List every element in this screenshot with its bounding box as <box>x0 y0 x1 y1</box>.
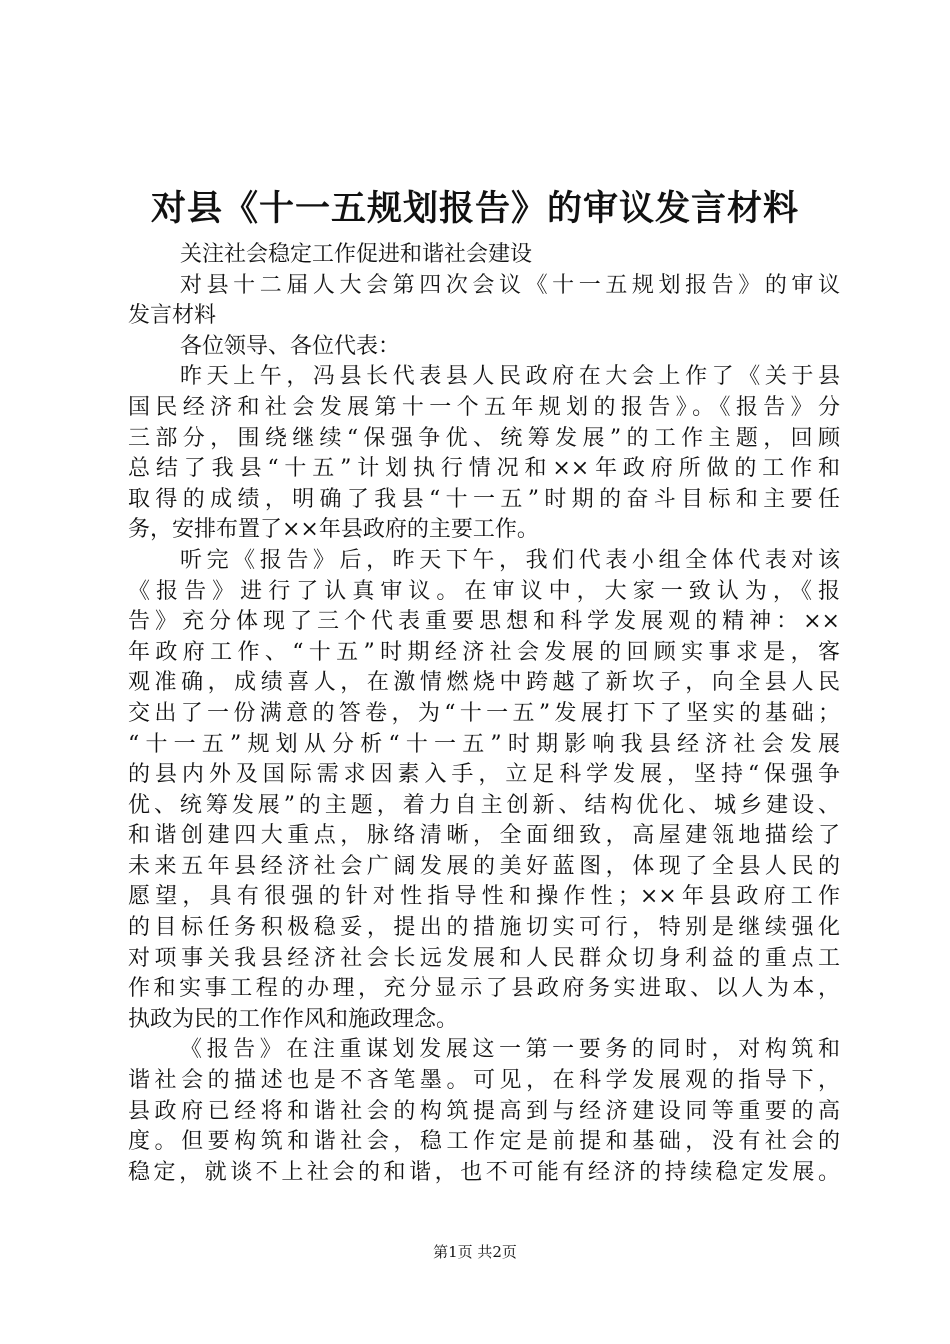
text-line: “十一五”规划从分析“十一五”时期影响我县经济社会发展 <box>128 731 840 757</box>
document-title: 对县《十一五规划报告》的审议发言材料 <box>150 188 799 229</box>
text-line: 愿望，具有很强的针对性指导性和操作性；××年县政府工作 <box>128 884 840 910</box>
text-line: 的目标任务积极稳妥，提出的措施切实可行，特别是继续强化 <box>128 915 840 941</box>
text-line: 《报告》在注重谋划发展这一第一要务的同时，对构筑和 <box>180 1037 840 1063</box>
text-line: 县政府已经将和谐社会的构筑提高到与经济建设同等重要的高 <box>128 1098 840 1124</box>
text-line: 昨天上午，冯县长代表县人民政府在大会上作了《关于县 <box>180 364 840 390</box>
text-line: 对项事关我县经济社会长远发展和人民群众切身利益的重点工 <box>128 945 840 971</box>
text-line: 《报告》进行了认真审议。在审议中，大家一致认为，《报 <box>128 578 840 604</box>
text-line: 优、统筹发展”的主题，着力自主创新、结构优化、城乡建设、 <box>128 792 840 818</box>
text-line: 作和实事工程的办理，充分显示了县政府务实进取、以人为本， <box>128 976 840 1002</box>
text-line: 谐社会的描述也是不吝笔墨。可见，在科学发展观的指导下， <box>128 1068 840 1094</box>
salutation-line: 各位领导、各位代表： <box>180 333 401 359</box>
text-line: 未来五年县经济社会广阔发展的美好蓝图，体现了全县人民的 <box>128 853 840 879</box>
text-line: 的县内外及国际需求因素入手，立足科学发展，坚持“保强争 <box>128 762 840 788</box>
text-line: 务，安排布置了××年县政府的主要工作。 <box>128 517 539 543</box>
text-line: 执政为民的工作作风和施政理念。 <box>128 1006 459 1032</box>
text-line: 对县十二届人大会第四次会议《十一五规划报告》的审议 <box>180 272 840 298</box>
text-line: 观准确，成绩喜人，在激情燃烧中跨越了新坎子，向全县人民 <box>128 670 840 696</box>
text-line: 和谐创建四大重点，脉络清晰，全面细致，高屋建瓴地描绘了 <box>128 823 840 849</box>
text-line: 三部分，围绕继续“保强争优、统筹发展”的工作主题，回顾 <box>128 425 840 451</box>
text-line: 取得的成绩，明确了我县“十一五”时期的奋斗目标和主要任 <box>128 486 840 512</box>
subtitle-line: 关注社会稳定工作促进和谐社会建设 <box>180 242 533 267</box>
text-line: 告》充分体现了三个代表重要思想和科学发展观的精神：×× <box>128 609 840 635</box>
text-line: 发言材料 <box>128 303 217 329</box>
text-line: 听完《报告》后，昨天下午，我们代表小组全体代表对该 <box>180 547 840 573</box>
text-line: 年政府工作、“十五”时期经济社会发展的回顾实事求是，客 <box>128 639 840 665</box>
text-line: 国民经济和社会发展第十一个五年规划的报告》。《报告》分 <box>128 394 840 420</box>
page-number-footer: 第1页 共2页 <box>433 1243 517 1261</box>
text-line: 交出了一份满意的答卷，为“十一五”发展打下了坚实的基础； <box>128 700 840 726</box>
text-line: 度。但要构筑和谐社会，稳工作定是前提和基础，没有社会的 <box>128 1129 840 1155</box>
text-line: 稳定，就谈不上社会的和谐，也不可能有经济的持续稳定发展。 <box>128 1159 840 1185</box>
text-line: 总结了我县“十五”计划执行情况和××年政府所做的工作和 <box>128 456 840 482</box>
document-body <box>128 240 840 1188</box>
